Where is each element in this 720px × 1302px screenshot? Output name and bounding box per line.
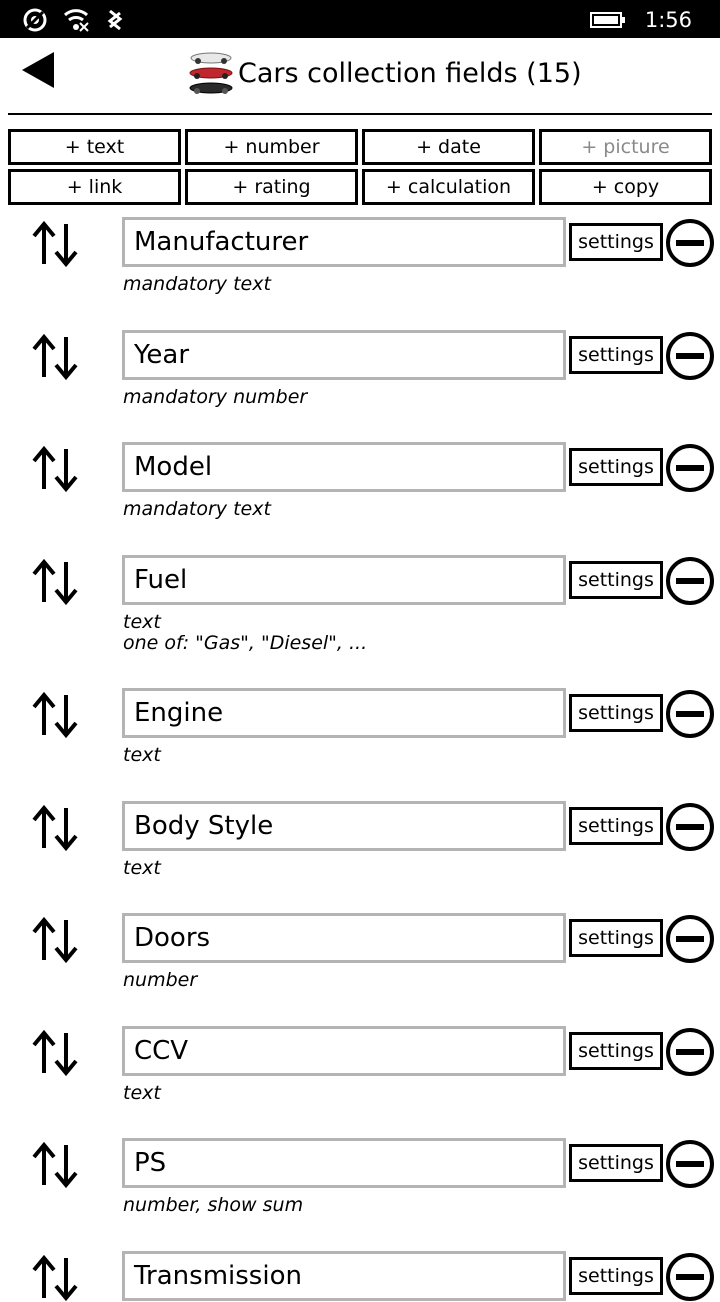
remove-field-icon[interactable] xyxy=(665,556,715,606)
reorder-arrows-icon[interactable] xyxy=(30,1141,80,1189)
field-description: text xyxy=(123,1082,161,1104)
remove-field-icon[interactable] xyxy=(665,914,715,964)
field-name-input[interactable]: PS xyxy=(122,1138,566,1188)
add-date-button[interactable]: + date xyxy=(362,129,535,165)
field-settings-button[interactable]: settings xyxy=(569,336,663,374)
reorder-arrows-icon[interactable] xyxy=(30,804,80,852)
field-settings-button[interactable]: settings xyxy=(569,807,663,845)
add-number-button[interactable]: + number xyxy=(185,129,358,165)
field-description: text one of: "Gas", "Diesel", ... xyxy=(123,611,368,654)
add-link-button[interactable]: + link xyxy=(8,169,181,205)
remove-field-icon[interactable] xyxy=(665,1027,715,1077)
field-settings-button[interactable]: settings xyxy=(569,448,663,486)
field-name-input[interactable]: Model xyxy=(122,442,566,492)
field-name-input[interactable]: Manufacturer xyxy=(122,217,566,267)
reorder-arrows-icon[interactable] xyxy=(30,916,80,964)
remove-field-icon[interactable] xyxy=(665,443,715,493)
field-name-input[interactable]: Engine xyxy=(122,688,566,738)
field-name-input[interactable]: Year xyxy=(122,330,566,380)
field-settings-button[interactable]: settings xyxy=(569,223,663,261)
reorder-arrows-icon[interactable] xyxy=(30,445,80,493)
field-name-input[interactable]: Body Style xyxy=(122,801,566,851)
add-text-button[interactable]: + text xyxy=(8,129,181,165)
field-settings-button[interactable]: settings xyxy=(569,694,663,732)
remove-field-icon[interactable] xyxy=(665,802,715,852)
field-name-input[interactable]: Doors xyxy=(122,913,566,963)
field-settings-button[interactable]: settings xyxy=(569,561,663,599)
add-calculation-button[interactable]: + calculation xyxy=(362,169,535,205)
field-settings-button[interactable]: settings xyxy=(569,1144,663,1182)
page-title: Cars collection fields (15) xyxy=(238,57,582,89)
reorder-arrows-icon[interactable] xyxy=(30,220,80,268)
field-description: number, show sum xyxy=(123,1194,304,1216)
field-settings-button[interactable]: settings xyxy=(569,1032,663,1070)
field-description: mandatory text xyxy=(123,498,271,520)
reorder-arrows-icon[interactable] xyxy=(30,1254,80,1302)
add-rating-button[interactable]: + rating xyxy=(185,169,358,205)
remove-field-icon[interactable] xyxy=(665,689,715,739)
remove-field-icon[interactable] xyxy=(665,1252,715,1302)
reorder-arrows-icon[interactable] xyxy=(30,691,80,739)
field-settings-button[interactable]: settings xyxy=(569,919,663,957)
field-description: mandatory text xyxy=(123,273,271,295)
reorder-arrows-icon[interactable] xyxy=(30,1029,80,1077)
remove-field-icon[interactable] xyxy=(665,331,715,381)
reorder-arrows-icon[interactable] xyxy=(30,558,80,606)
reorder-arrows-icon[interactable] xyxy=(30,333,80,381)
field-description: text xyxy=(123,744,161,766)
remove-field-icon[interactable] xyxy=(665,218,715,268)
status-time: 1:56 xyxy=(644,8,692,32)
field-description: number xyxy=(123,969,198,991)
field-settings-button[interactable]: settings xyxy=(569,1257,663,1295)
field-description: mandatory number xyxy=(123,386,308,408)
add-copy-button[interactable]: + copy xyxy=(539,169,712,205)
field-name-input[interactable]: Fuel xyxy=(122,555,566,605)
field-name-input[interactable]: Transmission xyxy=(122,1251,566,1301)
field-name-input[interactable]: CCV xyxy=(122,1026,566,1076)
field-description: text xyxy=(123,857,161,879)
remove-field-icon[interactable] xyxy=(665,1139,715,1189)
add-picture-button: + picture xyxy=(539,129,712,165)
